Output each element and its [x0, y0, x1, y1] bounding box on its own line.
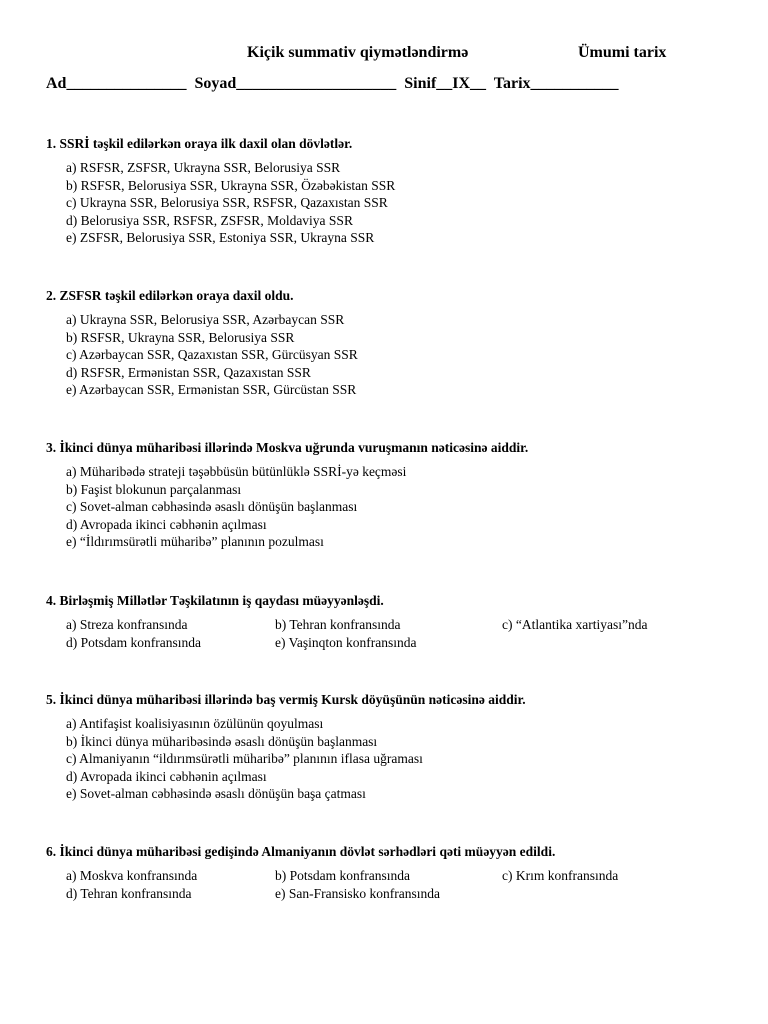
option-c: c) Almaniyanın “ildırımsürətli müharibə” planının iflasa uğraması: [66, 751, 423, 767]
option-b: b) Potsdam konfransında: [275, 868, 410, 883]
option-c: c) Sovet-alman cəbhəsində əsaslı dönüşün başlanması: [66, 499, 358, 515]
question-text: 1. SSRİ təşkil edilərkən oraya ilk daxil olan dövlətlər.: [46, 136, 353, 151]
option-e: e) Sovet-alman cəbhəsində əsaslı dönüşün başa çatması: [66, 786, 366, 802]
option-e: e) “İldırımsürətli müharibə” planının pozulması: [66, 534, 324, 550]
option-a: a) Müharibədə strateji təşəbbüsün bütünlüklə SSRİ-yə keçməsi: [66, 464, 407, 479]
question-6: [46, 843, 736, 903]
options-grid: [46, 867, 736, 903]
page-title: Kiçik summativ qiymətləndirmə: [247, 44, 469, 61]
option-b: b) RSFSR, Belorusiya SSR, Ukrayna SSR, Özəbəkistan SSR: [66, 177, 396, 193]
option-b: b) RSFSR, Ukrayna SSR, Belorusiya SSR: [66, 329, 295, 345]
question-1: [46, 135, 736, 247]
question-text: 4. Birləşmiş Millətlər Təşkilatının iş qaydası müəyyənləşdi.: [46, 593, 384, 608]
option-d: d) RSFSR, Ermənistan SSR, Qazaxıstan SSR: [66, 364, 311, 380]
option-e: e) San-Fransisko konfransında: [275, 885, 440, 901]
option-a: a) Ukrayna SSR, Belorusiya SSR, Azərbaycan SSR: [66, 312, 345, 327]
question-3: [46, 439, 736, 551]
question-text: 6. İkinci dünya müharibəsi gedişində Almaniyanın dövlət sərhədləri qəti müəyyən edildi.: [46, 844, 556, 859]
option-b: b) İkinci dünya müharibəsində əsaslı dönüşün başlanması: [66, 733, 378, 749]
option-d: d) Avropada ikinci cəbhənin açılması: [66, 768, 267, 784]
option-d: d) Tehran konfransında: [66, 885, 192, 901]
option-d: d) Potsdam konfransında: [66, 634, 201, 650]
subject-title: Ümumi tarix: [578, 44, 667, 61]
option-a: a) RSFSR, ZSFSR, Ukrayna SSR, Belorusiya SSR: [66, 160, 341, 175]
option-c: c) Azərbaycan SSR, Qazaxıstan SSR, Gürcüsyan SSR: [66, 347, 358, 363]
question-text: 3. İkinci dünya müharibəsi illərində Moskva uğrunda vuruşmanın nəticəsinə aiddir.: [46, 440, 529, 455]
option-b: b) Faşist blokunun parçalanması: [66, 481, 242, 497]
header: [0, 44, 768, 66]
option-e: e) Vaşinqton konfransında: [275, 634, 417, 650]
option-a: a) Moskva konfransında: [66, 868, 198, 883]
option-e: e) ZSFSR, Belorusiya SSR, Estoniya SSR, Ukrayna SSR: [66, 230, 375, 246]
option-a: a) Streza konfransında: [66, 617, 188, 632]
question-4: [46, 592, 736, 652]
option-d: d) Avropada ikinci cəbhənin açılması: [66, 516, 267, 532]
option-b: b) Tehran konfransında: [275, 617, 401, 632]
option-a: a) Antifaşist koalisiyasının özülünün qoyulması: [66, 716, 324, 731]
question-2: [46, 287, 736, 399]
option-e: e) Azərbaycan SSR, Ermənistan SSR, Gürcüstan SSR: [66, 382, 357, 398]
option-c: c) Ukrayna SSR, Belorusiya SSR, RSFSR, Qazaxıstan SSR: [66, 195, 388, 211]
question-5: [46, 691, 736, 803]
option-c: c) “Atlantika xartiyası”nda: [502, 617, 648, 632]
option-d: d) Belorusiya SSR, RSFSR, ZSFSR, Moldaviya SSR: [66, 212, 353, 228]
student-info-line: Ad_______________ Soyad____________________ Sinif__IX__ Tarix___________: [46, 75, 619, 92]
option-c: c) Krım konfransında: [502, 868, 619, 883]
question-text: 2. ZSFSR təşkil edilərkən oraya daxil oldu.: [46, 288, 294, 303]
question-text: 5. İkinci dünya müharibəsi illərində baş vermiş Kursk döyüşünün nəticəsinə aiddir.: [46, 692, 526, 707]
options-grid: [46, 616, 736, 652]
